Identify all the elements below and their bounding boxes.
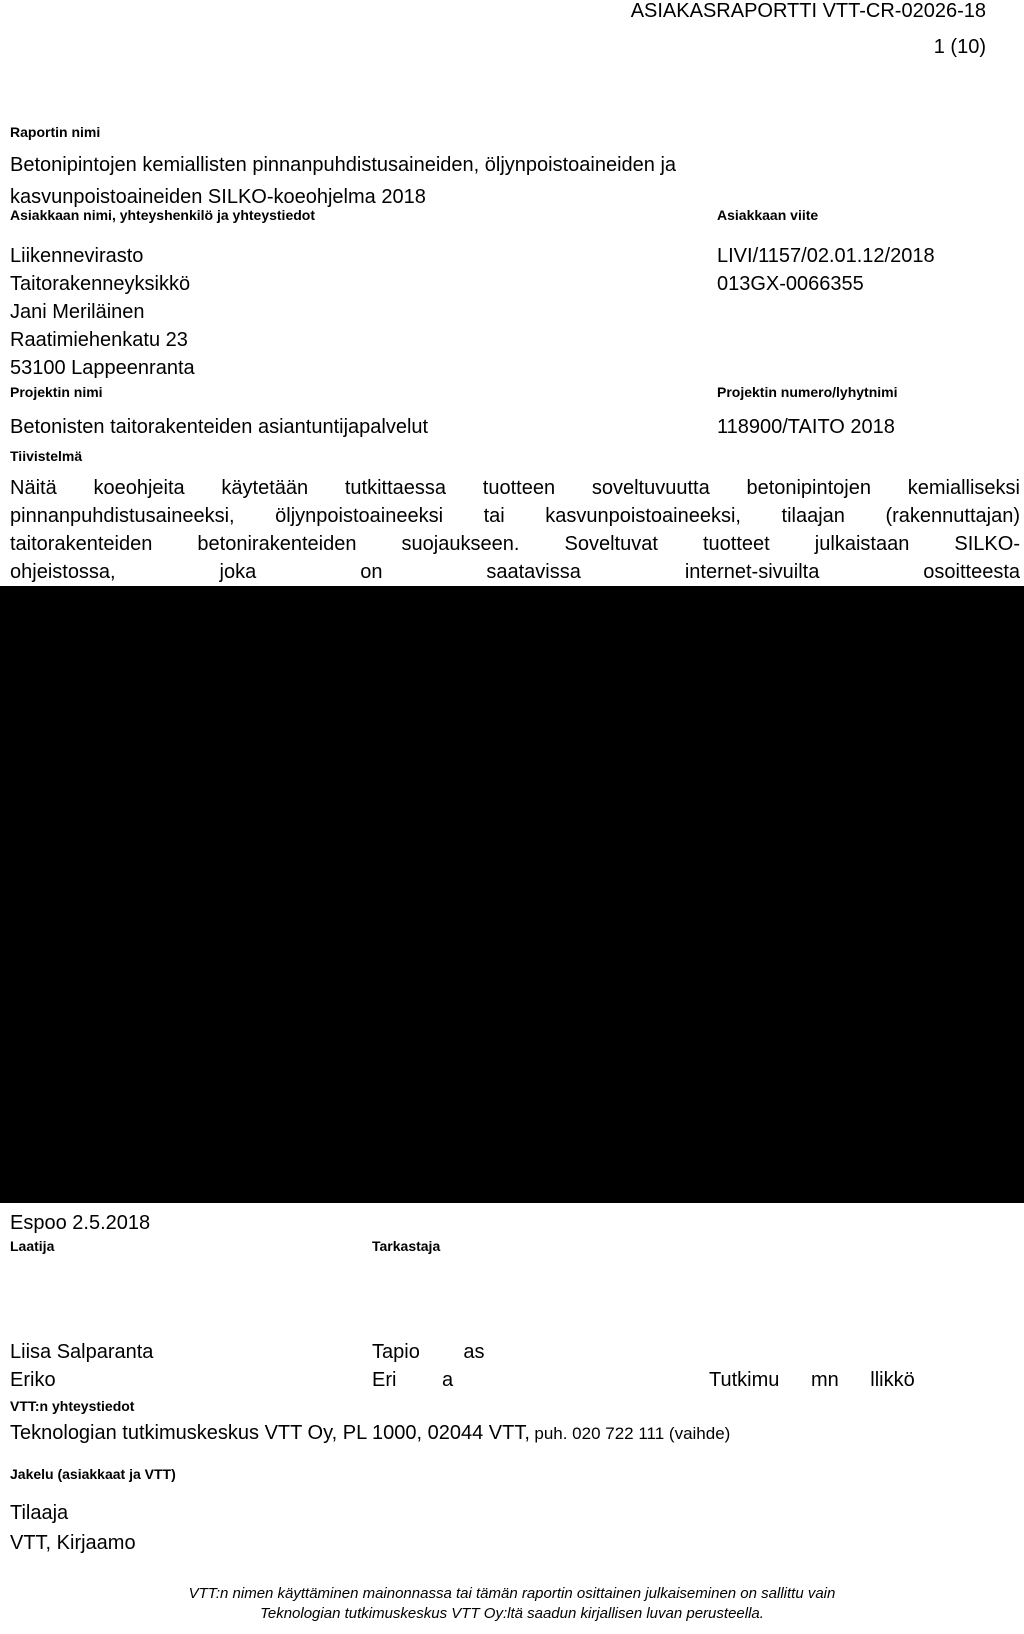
approver-title: Tutkimu mn llikkö [709,1369,915,1391]
client-line: Raatimiehenkatu 23 [10,329,188,351]
summary-line: pinnanpuhdistusaineeksi, öljynpoistoaineeksi tai kasvunpoistoaineeksi, tilaajan (rakennuttajan) [10,505,1020,527]
client-label: Asiakkaan nimi, yhteyshenkilö ja yhteystiedot [10,207,315,223]
project-number: 118900/TAITO 2018 [717,416,895,438]
distribution-label: Jakelu (asiakkaat ja VTT) [10,1466,176,1482]
contact-label: VTT:n yhteystiedot [10,1398,135,1414]
report-name-line-1: Betonipintojen kemiallisten pinnanpuhdistusaineiden, öljynpoistoaineiden ja [10,154,677,176]
reviewer-label: Tarkastaja [372,1238,441,1254]
project-name: Betonisten taitorakenteiden asiantuntijapalvelut [10,416,429,438]
footer-line-1: VTT:n nimen käyttäminen mainonnassa tai tämän raportin osittainen julkaiseminen on sallittu vain [188,1585,836,1602]
distribution-block [10,1500,136,1560]
client-reference-line: LIVI/1157/02.01.12/2018 [717,245,935,267]
summary-text [10,474,1020,586]
report-id: ASIAKASRAPORTTI VTT-CR-02026-18 [630,0,986,22]
reviewer-title: Eri a [372,1369,454,1391]
distribution-line: Tilaaja [10,1502,69,1524]
client-reference-label: Asiakkaan viite [717,207,819,223]
client-reference-line: 013GX-0066355 [717,273,864,295]
place-date: Espoo 2.5.2018 [10,1212,151,1234]
contact-main: Teknologian tutkimuskeskus VTT Oy, PL 1000, 02044 VTT, [10,1422,530,1444]
author-label: Laatija [10,1238,55,1254]
redacted-area [0,586,1024,1203]
client-line: Liikennevirasto [10,245,144,267]
author-name: Liisa Salparanta [10,1341,154,1363]
author-title: Eriko [10,1369,56,1391]
summary-label: Tiivistelmä [10,448,83,464]
report-name-line-2: kasvunpoistoaineiden SILKO-koeohjelma 2018 [10,186,426,208]
footer-line-2: Teknologian tutkimuskeskus VTT Oy:ltä saadun kirjallisen luvan perusteella. [260,1605,764,1622]
page-number: 1 (10) [933,36,986,58]
summary-line: taitorakenteiden betonirakenteiden suojaukseen. Soveltuvat tuotteet julkaistaan SILKO- [10,533,1020,555]
client-line: Taitorakenneyksikkö [10,273,191,295]
contact-line [10,1420,730,1446]
summary-line: ohjeistossa, joka on saatavissa internet-sivuilta osoitteesta [10,561,1020,583]
project-name-label: Projektin nimi [10,384,103,400]
project-number-label: Projektin numero/lyhytnimi [717,384,898,400]
distribution-line: VTT, Kirjaamo [10,1532,136,1554]
summary-line: Näitä koeohjeita käytetään tutkittaessa tuotteen soveltuvuutta betonipintojen kemialliseksi [10,477,1020,499]
client-line: Jani Meriläinen [10,301,145,323]
client-block [10,243,195,383]
report-name-label: Raportin nimi [10,124,101,140]
contact-phone: puh. 020 722 111 (vaihde) [534,1424,731,1443]
reviewer-name: Tapio as [372,1341,485,1363]
client-line: 53100 Lappeenranta [10,357,195,379]
client-reference-block [717,243,935,299]
